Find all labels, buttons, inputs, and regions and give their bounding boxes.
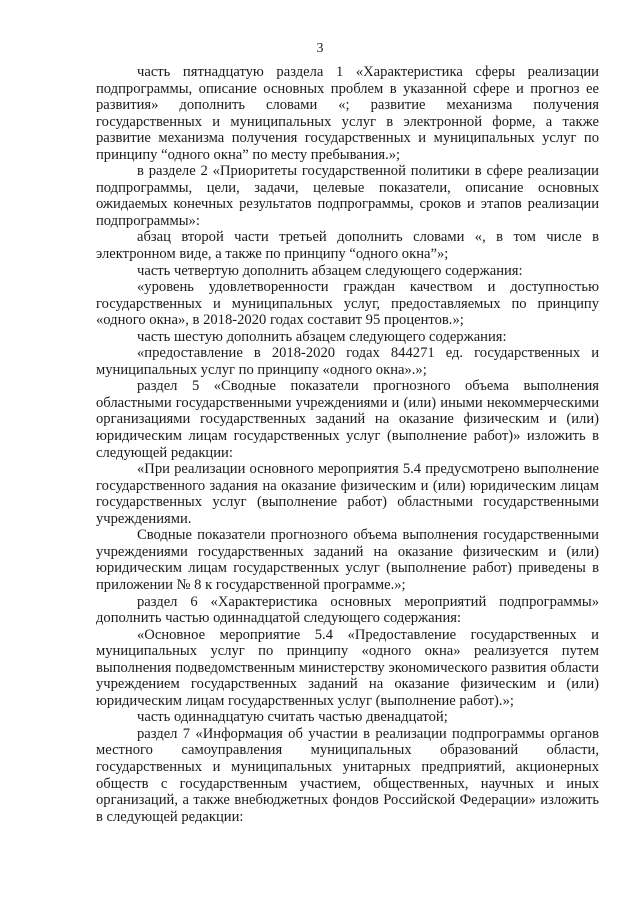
paragraph-part-six-add: часть шестую дополнить абзацем следующего содержания:	[137, 328, 507, 345]
paragraph-part-fifteen-section-1: часть пятнадцатую раздела 1 «Характеристика сферы реализации подпрограммы, описание основных проблем в указанной сфере и прогноз ее развития» дополнить словами «; развитие механизма получения государственных и муниципальных услуг в электронной форме, а также развитие механизма получения государственных и муниципальных услуг по принципу “одного окна” по месту пребывания.»;	[96, 64, 599, 163]
paragraph-summary-indicators: Сводные показатели прогнозного объема выполнения государственными учреждениями государственных заданий на оказание физическим и (или) юридическим лицам государственных услуг (выполнение работ) приведены в приложении № 8 к государственной программе.»;	[96, 527, 599, 593]
paragraph-part-four-add: часть четвертую дополнить абзацем следующего содержания:	[137, 262, 523, 279]
document-body	[96, 64, 599, 825]
paragraph-section-2-intro: в разделе 2 «Приоритеты государственной политики в сфере реализации подпрограммы, цели, задачи, целевые показатели, описание основных ожидаемых конечных результатов подпрограммы, сроков и этапов реализации подпрограммы»:	[96, 163, 599, 229]
paragraph-section-5-heading: раздел 5 «Сводные показатели прогнозного объема выполнения областными государственными учреждениями и (или) иными некоммерческими организациями государственных заданий на оказание физическим и (или) юридическим лицам государственных услуг (выполнение работ)» изложить в следующей редакции:	[96, 378, 599, 461]
page-number: 3	[316, 41, 324, 56]
paragraph-part-eleven-renumber: часть одиннадцатую считать частью двенадцатой;	[137, 709, 448, 726]
paragraph-section-7-heading: раздел 7 «Информация об участии в реализации подпрограммы органов местного самоуправления муниципальных образований области, государственных и муниципальных унитарных предприятий, акционерных обществ с государственным участием, общественных, научных и иных организаций, а также внебюджетных фондов Российской Федерации» изложить в следующей редакции:	[96, 725, 599, 825]
paragraph-section-6-heading: раздел 6 «Характеристика основных мероприятий подпрограммы» дополнить частью одиннадцатой следующего содержания:	[96, 593, 599, 627]
paragraph-satisfaction-level-quote: «уровень удовлетворенности граждан качеством и доступностью государственных и муниципальных услуг, предоставляемых по принципу «одного окна», в 2018-2020 годах составит 95 процентов.»;	[96, 279, 599, 329]
paragraph-second-abzac-part-three: абзац второй части третьей дополнить словами «, в том числе в электронном виде, а также по принципу “одного окна”»;	[96, 229, 599, 263]
paragraph-main-measure-5-4: «Основное мероприятие 5.4 «Предоставление государственных и муниципальных услуг по принципу «одного окна» реализуется путем выполнения подведомственным министерству экономического развития области учреждением государственных заданий на оказание физическим и (или) юридическим лицам государственных услуг (выполнение работ).»;	[96, 626, 599, 709]
paragraph-measure-5-4-quote: «При реализации основного мероприятия 5.4 предусмотрено выполнение государственного задания на оказание физическим и (или) юридическим лицам государственных услуг (выполнение работ) областными государственными учреждениями.	[96, 461, 599, 527]
paragraph-services-count-quote: «предоставление в 2018-2020 годах 844271 ед. государственных и муниципальных услуг по принципу «одного окна».»;	[96, 345, 599, 378]
